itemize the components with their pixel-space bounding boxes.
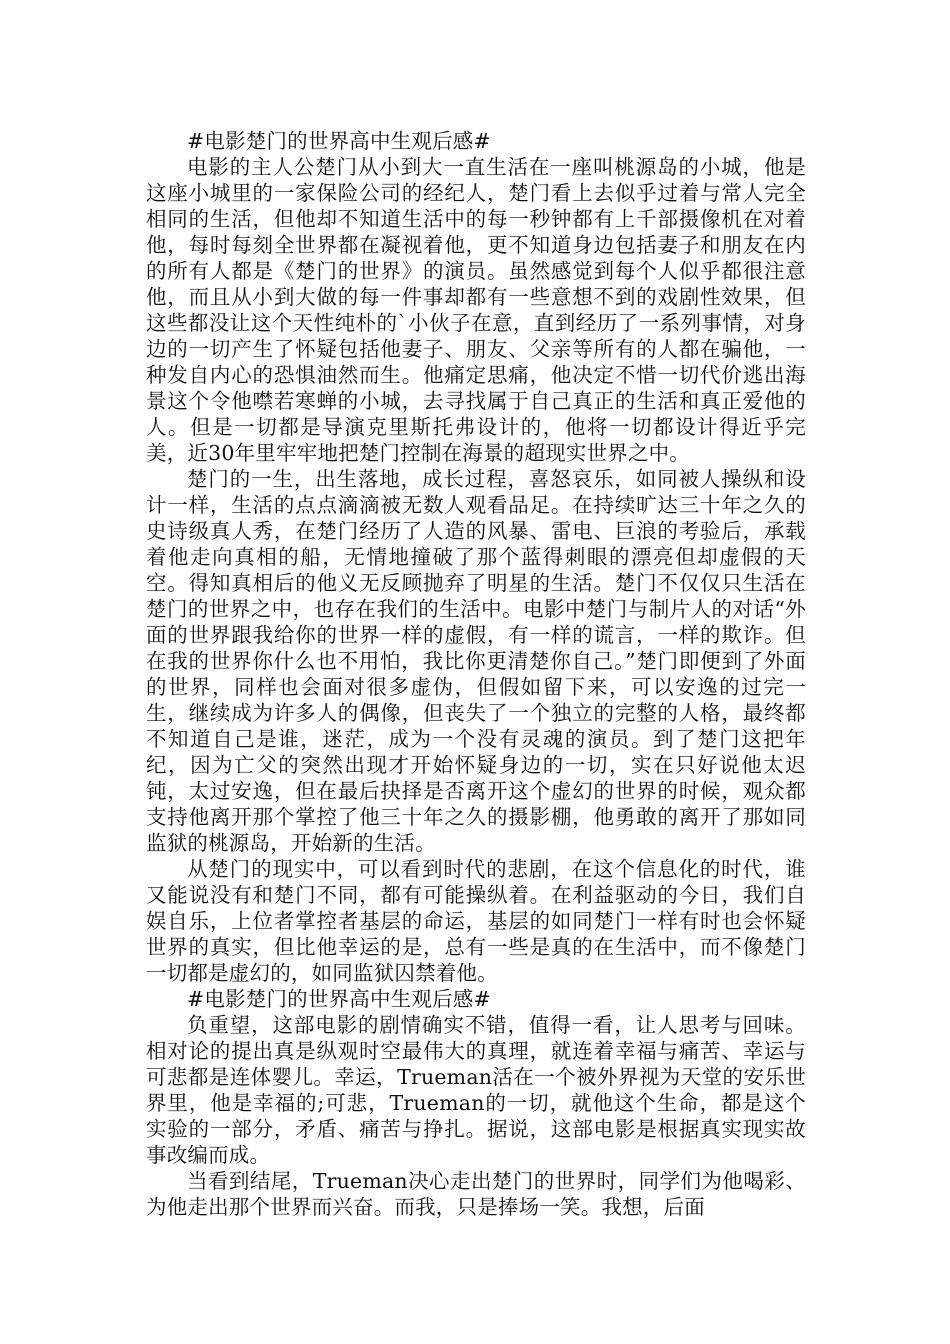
paragraph-4: 负重望，这部电影的剧情确实不错，值得一看，让人思考与回味。相对论的提出真是纵观时空最伟大的真理，就连着幸福与痛苦、幸运与可悲都是连体婴儿。幸运，Trueman活在一个被外界视为天堂的安乐世界里，他是幸福的;可悲，Trueman的一切，就他这个生命，都是这个实验的一部分，矛盾、痛苦与挣扎。据说，这部电影是根据真实现实故事改编而成。 — [146, 1013, 806, 1167]
paragraph-3: 从楚门的现实中，可以看到时代的悲剧，在这个信息化的时代，谁又能说没有和楚门不同，都有可能操纵着。在利益驱动的今日，我们自娱自乐，上位者掌控者基层的命运，基层的如同楚门一样有时也会怀疑世界的真实，但比他幸运的是，总有一些是真的在生活中，而不像楚门一切都是虚幻的，如同监狱囚禁着他。 — [146, 857, 806, 985]
paragraph-2: 楚门的一生，出生落地，成长过程，喜怒哀乐，如同被人操纵和设计一样，生活的点点滴滴被无数人观看品足。在持续旷达三十年之久的史诗级真人秀，在楚门经历了人造的风暴、雷电、巨浪的考验后，承载着他走向真相的船，无情地撞破了那个蓝得刺眼的漂亮但却虚假的天空。得知真相后的他义无反顾抛弃了明星的生活。楚门不仅仅只生活在楚门的世界之中，也存在我们的生活中。电影中楚门与制片人的对话“外面的世界跟我给你的世界一样的虚假，有一样的谎言，一样的欺诈。但在我的世界你什么也不用怕，我比你更清楚你自己。”楚门即便到了外面的世界，同样也会面对很多虚伪，但假如留下来，可以安逸的过完一生，继续成为许多人的偶像，但丧失了一个独立的完整的人格，最终都不知道自己是谁，迷茫，成为一个没有灵魂的演员。到了楚门这把年纪，因为亡父的突然出现才开始怀疑身边的一切，实在只好说他太迟钝，太过安逸，但在最后抉择是否离开这个虚幻的世界的时候，观众都支持他离开那个掌控了他三十年之久的摄影棚，他勇敢的离开了那如同监狱的桃源岛，开始新的生活。 — [146, 467, 806, 855]
section-heading-2: #电影楚门的世界高中生观后感# — [187, 987, 491, 1011]
document-body — [146, 128, 806, 1220]
paragraph-5: 当看到结尾，Trueman决心走出楚门的世界时，同学们为他喝彩、为他走出那个世界而兴奋。而我，只是捧场一笑。我想，后面 — [146, 1169, 806, 1219]
paragraph-1: 电影的主人公楚门从小到大一直生活在一座叫桃源岛的小城，他是这座小城里的一家保险公司的经纪人，楚门看上去似乎过着与常人完全相同的生活，但他却不知道生活中的每一秒钟都有上千部摄像机在对着他，每时每刻全世界都在凝视着他，更不知道身边包括妻子和朋友在内的所有人都是《楚门的世界》的演员。虽然感觉到每个人似乎都很注意他，而且从小到大做的每一件事却都有一些意想不到的戏剧性效果，但这些都没让这个天性纯朴的`小伙子在意，直到经历了一系列事情，对身边的一切产生了怀疑包括他妻子、朋友、父亲等所有的人都在骗他，一种发自内心的恐惧油然而生。他痛定思痛，他决定不惜一切代价逃出海景这个令他噤若寒蝉的小城，去寻找属于自己真正的生活和真正爱他的人。但是一切都是导演克里斯托弗设计的，他将一切都设计得近乎完美，近30年里牢牢地把楚门控制在海景的超现实世界之中。 — [146, 155, 806, 465]
section-heading-1: #电影楚门的世界高中生观后感# — [187, 129, 491, 153]
